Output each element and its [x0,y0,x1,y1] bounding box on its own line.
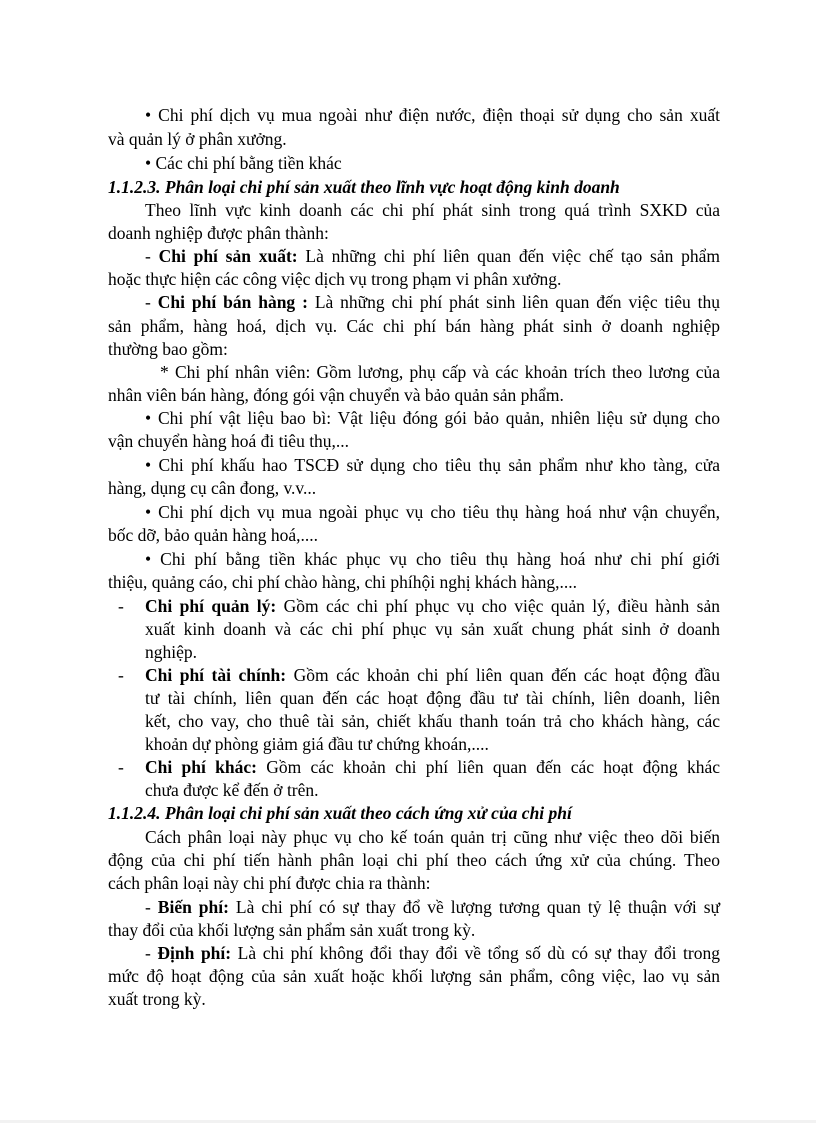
paragraph-line [145,454,720,477]
text: * Chi phí nhân viên: Gồm lương, phụ cấp và các khoản trích theo lương của [160,362,720,382]
text: bốc dỡ, bảo quản hàng hoá,.... [108,525,318,545]
text: Cách phân loại này phục vụ cho kế toán quản trị cũng như việc theo dõi biến [145,827,720,847]
term-bold: Định phí: [157,943,232,963]
text: động của chi phí tiến hành phân loại chi phí theo cách ứng xử của chúng. Theo [108,850,720,870]
paragraph-line [108,524,720,547]
paragraph-line [108,315,720,338]
text: cách phân loại này chi phí được chia ra thành: [108,873,431,893]
paragraph-line [108,338,720,361]
paragraph-line [108,430,720,453]
paragraph-line: - Chi phí bán hàng : Là những chi phí phát sinh liên quan đến việc tiêu thụ [145,292,721,312]
bullet-text: • Chi phí bằng tiền khác phục vụ cho tiêu thụ hàng hoá như chi phí giới [145,549,720,569]
paragraph-line: Chi phí khác: Gồm các khoản chi phí liên quan đến các hoạt động khác [145,757,720,777]
paragraph-line [145,548,720,571]
section-heading [108,176,720,199]
paragraph-line [145,710,720,733]
text: nhân viên bán hàng, đóng gói vận chuyển và bảo quản sản phẩm. [108,385,564,405]
paragraph-line [145,733,757,756]
text: chưa được kể đến ở trên. [145,780,319,800]
bullet-text: • Chi phí khấu hao TSCĐ sử dụng cho tiêu thụ sản phẩm như kho tàng, cửa [145,455,720,475]
paragraph-line [145,104,720,127]
paragraph-line [145,199,720,222]
text: Theo lĩnh vực kinh doanh các chi phí phát sinh trong quá trình SXKD của [145,200,720,220]
text: hàng, dụng cụ cân đong, v.v... [108,478,317,498]
heading-text: 1.1.2.3. Phân loại chi phí sản xuất theo lĩnh vực hoạt động kinh doanh [108,177,620,197]
paragraph-line: - Biến phí: Là chi phí có sự thay đổ về lượng tương quan tỷ lệ thuận với sự [145,897,720,917]
paragraph-line [108,268,720,291]
paragraph-line [108,571,720,594]
paragraph-line [145,152,757,175]
paragraph-line [145,779,757,802]
paragraph-line: Chi phí quản lý: Gồm các chi phí phục vụ cho việc quản lý, điều hành sản [145,596,720,616]
term-bold: Chi phí sản xuất: [158,246,298,266]
dash-marker: - [118,596,124,616]
paragraph-line: Chi phí tài chính: Gồm các khoản chi phí liên quan đến các hoạt động đầu [145,665,720,685]
text: thiệu, quảng cáo, chi phí chào hàng, chi phíhội nghị khách hàng,.... [108,572,577,592]
term-bold: Chi phí khác: [145,757,257,777]
text: xuất trong kỳ. [108,989,206,1009]
paragraph-line: - Định phí: Là chi phí không đổi thay đổi về tổng số dù có sự thay đổi trong [145,943,720,963]
bullet-text: • Chi phí dịch vụ mua ngoài như điện nước, điện thoại sử dụng cho sản xuất [145,105,720,125]
text: nghiệp. [145,642,198,662]
text: và quản lý ở phân xưởng. [108,129,287,149]
paragraph-line [108,988,720,1011]
paragraph-line: - Chi phí sản xuất: Là những chi phí liên quan đến việc chế tạo sản phẩm [145,246,720,266]
text: tư tài chính, liên quan đến các hoạt động đầu tư tài chính, liên doanh, liên [145,688,720,708]
text: doanh nghiệp được phân thành: [108,223,329,243]
paragraph-line [108,965,720,988]
paragraph-line [145,687,720,710]
heading-text: 1.1.2.4. Phân loại chi phí sản xuất theo cách ứng xử của chi phí [108,803,572,823]
text: xuất kinh doanh và các chi phí phục vụ sản xuất chung phát sinh ở doanh [145,619,720,639]
paragraph-line [145,618,720,641]
bullet-text: • Các chi phí bằng tiền khác [145,153,342,173]
term-bold: Chi phí tài chính: [145,665,287,685]
dash-marker: - [118,757,124,777]
dash-marker: - [118,665,124,685]
term-bold: Biến phí: [157,897,229,917]
text: mức độ hoạt động của sản xuất hoặc khối lượng sản phẩm, công việc, lao vụ sản [108,966,720,986]
section-heading [108,802,720,825]
paragraph-line [108,849,720,872]
text: hoặc thực hiện các công việc dịch vụ trong phạm vi phân xưởng. [108,269,562,289]
paragraph-line [108,872,720,895]
paragraph-line [108,919,720,942]
term-bold: Chi phí bán hàng : [157,292,308,312]
text: sản phẩm, hàng hoá, dịch vụ. Các chi phí bán hàng phát sinh ở doanh nghiệp [108,316,720,336]
paragraph-line [145,826,720,849]
paragraph-line [108,384,720,407]
text: thường bao gồm: [108,339,228,359]
paragraph-line [145,407,720,430]
text: kết, cho vay, cho thuê tài sản, chiết khấu thanh toán trả cho khách hàng, các [145,711,720,731]
bullet-text: • Chi phí dịch vụ mua ngoài phục vụ cho tiêu thụ hàng hoá như vận chuyển, [145,502,720,522]
paragraph-line [160,361,720,384]
paragraph-line [145,501,720,524]
text: vận chuyển hàng hoá đi tiêu thụ,... [108,431,350,451]
text: khoản dự phòng giảm giá đầu tư chứng khoán,.... [145,734,489,754]
paragraph-line [108,222,720,245]
paragraph-line [145,641,757,664]
paragraph-line [108,128,720,151]
term-bold: Chi phí quản lý: [145,596,277,616]
paragraph-line [108,477,720,500]
text: thay đổi của khối lượng sản phẩm sản xuất trong kỳ. [108,920,476,940]
bullet-text: • Chi phí vật liệu bao bì: Vật liệu đóng gói bảo quản, nhiên liệu sử dụng cho [145,408,720,428]
